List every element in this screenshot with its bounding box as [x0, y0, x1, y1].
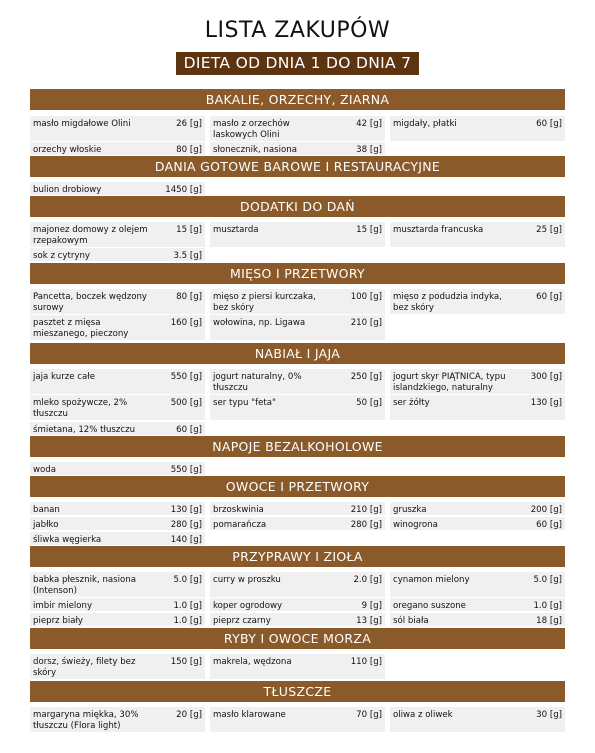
list-item [30, 502, 205, 515]
list-item [30, 369, 205, 394]
section-header: TŁUSZCZE [30, 681, 565, 702]
item-row [30, 613, 565, 626]
item-name: ser żółty [393, 398, 430, 408]
item-quantity: 42 [g] [356, 119, 382, 129]
item-row [30, 315, 565, 340]
empty-cell [390, 248, 565, 261]
list-item [210, 315, 385, 340]
list-item [210, 502, 385, 515]
item-quantity: 280 [g] [170, 520, 202, 530]
list-item [30, 395, 205, 420]
item-name: śmietana, 12% tłuszczu [33, 425, 136, 435]
item-row [30, 598, 565, 611]
item-quantity: 300 [g] [530, 372, 562, 382]
item-quantity: 210 [g] [350, 318, 382, 328]
list-item [30, 289, 205, 314]
list-item [30, 116, 205, 141]
list-item [30, 462, 205, 475]
empty-cell [390, 532, 565, 545]
list-item [390, 395, 565, 420]
list-item [390, 572, 565, 597]
item-quantity: 5.0 [g] [173, 575, 202, 585]
item-quantity: 210 [g] [350, 505, 382, 515]
item-quantity: 1450 [g] [165, 185, 202, 195]
item-quantity: 550 [g] [170, 465, 202, 475]
section-header: NAPOJE BEZALKOHOLOWE [30, 436, 565, 457]
empty-cell [390, 422, 565, 435]
empty-cell [210, 532, 385, 545]
item-row [30, 248, 565, 261]
page-title: LISTA ZAKUPÓW [204, 18, 391, 43]
list-item [210, 142, 385, 155]
list-item [210, 572, 385, 597]
item-quantity: 50 [g] [356, 398, 382, 408]
item-name: musztarda francuska [393, 225, 484, 235]
item-row [30, 462, 565, 475]
item-quantity: 1.0 [g] [533, 601, 562, 611]
item-name: pieprz czarny [213, 616, 271, 626]
item-name: banan [33, 505, 60, 515]
item-quantity: 80 [g] [176, 145, 202, 155]
list-item [210, 395, 385, 420]
item-name: jogurt skyr PIĄTNICA, typu islandzkiego, naturalny [393, 372, 506, 393]
list-item [390, 369, 565, 394]
item-quantity: 30 [g] [536, 710, 562, 720]
item-name: sok z cytryny [33, 251, 91, 261]
list-item [210, 598, 385, 611]
item-quantity: 38 [g] [356, 145, 382, 155]
item-name: cynamon mielony [393, 575, 470, 585]
item-name: słonecznik, nasiona [213, 145, 297, 155]
item-quantity: 60 [g] [536, 520, 562, 530]
item-row [30, 422, 565, 435]
item-quantity: 2.0 [g] [353, 575, 382, 585]
item-quantity: 13 [g] [356, 616, 382, 626]
empty-cell [210, 422, 385, 435]
item-name: gruszka [393, 505, 427, 515]
list-item [30, 654, 205, 679]
item-name: ser typu "feta" [213, 398, 276, 408]
item-name: winogrona [393, 520, 438, 530]
item-quantity: 140 [g] [170, 535, 202, 545]
empty-cell [210, 462, 385, 475]
item-name: pomarańcza [213, 520, 267, 530]
list-item [390, 613, 565, 626]
item-quantity: 130 [g] [170, 505, 202, 515]
list-item [30, 315, 205, 340]
item-quantity: 70 [g] [356, 710, 382, 720]
item-name: jabłko [33, 520, 59, 530]
item-quantity: 1.0 [g] [173, 616, 202, 626]
item-quantity: 25 [g] [536, 225, 562, 235]
list-item [390, 707, 565, 732]
item-name: mleko spożywcze, 2% tłuszczu [33, 398, 128, 419]
empty-cell [390, 654, 565, 679]
item-row [30, 182, 565, 195]
list-item [210, 116, 385, 141]
item-name: musztarda [213, 225, 259, 235]
item-name: babka płesznik, nasiona (Intenson) [33, 575, 136, 596]
item-name: curry w proszku [213, 575, 281, 585]
item-name: wołowina, np. Ligawa [213, 318, 306, 328]
item-quantity: 110 [g] [350, 657, 382, 667]
item-quantity: 280 [g] [350, 520, 382, 530]
item-row [30, 502, 565, 515]
section-header: DODATKI DO DAŃ [30, 196, 565, 217]
item-quantity: 5.0 [g] [533, 575, 562, 585]
section-header: BAKALIE, ORZECHY, ZIARNA [30, 89, 565, 110]
list-item [390, 116, 565, 141]
item-quantity: 200 [g] [530, 505, 562, 515]
item-quantity: 500 [g] [170, 398, 202, 408]
empty-cell [210, 248, 385, 261]
list-item [390, 222, 565, 247]
list-item [390, 517, 565, 530]
item-quantity: 20 [g] [176, 710, 202, 720]
list-item [30, 182, 205, 195]
item-name: jogurt naturalny, 0% tłuszczu [213, 372, 302, 393]
item-name: dorsz, świeży, filety bez skóry [33, 657, 136, 678]
item-quantity: 3.5 [g] [173, 251, 202, 261]
item-quantity: 26 [g] [176, 119, 202, 129]
item-name: mięso z podudzia indyka, bez skóry [393, 292, 502, 313]
item-name: margaryna miękka, 30% tłuszczu (Flora light) [33, 710, 139, 731]
item-quantity: 1.0 [g] [173, 601, 202, 611]
item-row [30, 654, 565, 679]
section-header: NABIAŁ I JAJA [30, 343, 565, 364]
empty-cell [210, 182, 385, 195]
item-quantity: 9 [g] [361, 601, 382, 611]
item-name: Pancetta, boczek wędzony surowy [33, 292, 148, 313]
item-quantity: 80 [g] [176, 292, 202, 302]
item-name: makrela, wędzona [213, 657, 292, 667]
empty-cell [390, 182, 565, 195]
list-item [390, 289, 565, 314]
item-row [30, 517, 565, 530]
list-item [30, 248, 205, 261]
list-item [30, 222, 205, 247]
item-name: masło migdałowe Olini [33, 119, 131, 129]
item-name: imbir mielony [33, 601, 93, 611]
list-item [30, 572, 205, 597]
item-quantity: 100 [g] [350, 292, 382, 302]
item-name: orzechy włoskie [33, 145, 102, 155]
item-quantity: 60 [g] [536, 292, 562, 302]
list-item [210, 654, 385, 679]
item-quantity: 550 [g] [170, 372, 202, 382]
item-name: mięso z piersi kurczaka, bez skóry [213, 292, 316, 313]
list-item [210, 613, 385, 626]
section-header: DANIA GOTOWE BAROWE I RESTAURACYJNE [30, 156, 565, 177]
item-name: migdały, płatki [393, 119, 457, 129]
item-name: jaja kurze całe [33, 372, 95, 382]
item-name: masło z orzechów laskowych Olini [213, 119, 290, 140]
item-row [30, 142, 565, 155]
item-name: pasztet z mięsa mieszanego, pieczony [33, 318, 129, 339]
list-item [30, 598, 205, 611]
item-quantity: 15 [g] [176, 225, 202, 235]
item-name: brzoskwinia [213, 505, 264, 515]
item-name: bulion drobiowy [33, 185, 102, 195]
item-quantity: 18 [g] [536, 616, 562, 626]
item-name: woda [33, 465, 57, 475]
item-quantity: 130 [g] [530, 398, 562, 408]
item-name: oregano suszone [393, 601, 466, 611]
list-item [210, 369, 385, 394]
section-header: RYBY I OWOCE MORZA [30, 628, 565, 649]
item-name: śliwka węgierka [33, 535, 102, 545]
list-item [210, 222, 385, 247]
list-item [30, 422, 205, 435]
item-name: oliwa z oliwek [393, 710, 453, 720]
diet-period-label: DIETA OD DNIA 1 DO DNIA 7 [176, 52, 420, 75]
item-row [30, 572, 565, 597]
list-item [30, 613, 205, 626]
item-name: masło klarowane [213, 710, 286, 720]
item-quantity: 60 [g] [176, 425, 202, 435]
item-row [30, 395, 565, 420]
list-item [390, 598, 565, 611]
item-row [30, 532, 565, 545]
item-row [30, 289, 565, 314]
list-item [30, 142, 205, 155]
item-name: koper ogrodowy [213, 601, 283, 611]
list-item [30, 517, 205, 530]
section-header: OWOCE I PRZETWORY [30, 476, 565, 497]
empty-cell [390, 315, 565, 340]
item-name: sól biała [393, 616, 429, 626]
subtitle-bar [0, 52, 595, 75]
item-row [30, 369, 565, 394]
section-header: PRZYPRAWY I ZIOŁA [30, 546, 565, 567]
item-quantity: 250 [g] [350, 372, 382, 382]
item-row [30, 707, 565, 732]
list-item [210, 289, 385, 314]
item-row [30, 222, 565, 247]
list-item [30, 707, 205, 732]
list-item [210, 517, 385, 530]
list-item [210, 707, 385, 732]
list-item [30, 532, 205, 545]
item-quantity: 160 [g] [170, 318, 202, 328]
item-quantity: 150 [g] [170, 657, 202, 667]
section-header: MIĘSO I PRZETWORY [30, 263, 565, 284]
item-name: majonez domowy z olejem rzepakowym [33, 225, 148, 246]
item-quantity: 60 [g] [536, 119, 562, 129]
item-quantity: 15 [g] [356, 225, 382, 235]
empty-cell [390, 462, 565, 475]
item-row [30, 116, 565, 141]
list-item [390, 502, 565, 515]
item-name: pieprz biały [33, 616, 83, 626]
empty-cell [390, 142, 565, 155]
